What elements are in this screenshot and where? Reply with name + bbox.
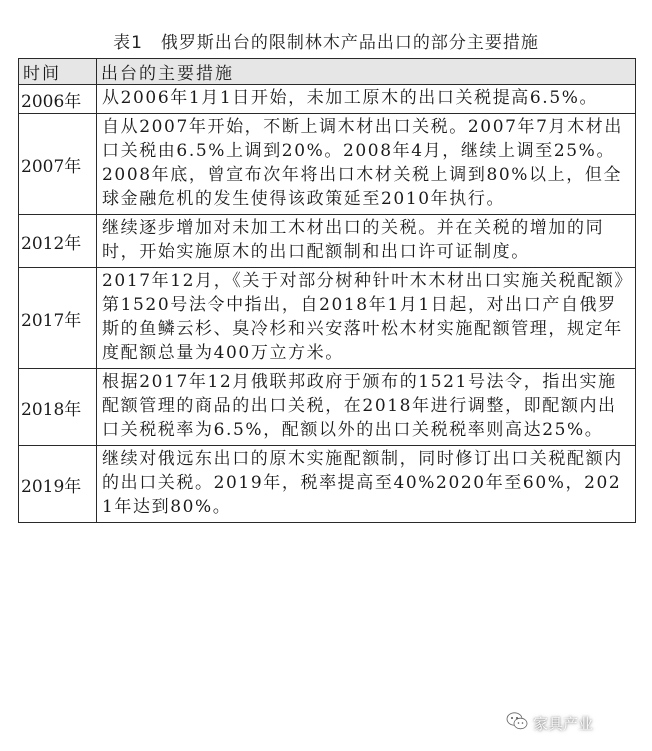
measure-paragraph: 自从2007年开始，不断上调木材出口关税。2007年7月木材出口关税由6.5%上调到20%。2008年4月，继续上调至25%。 [102, 117, 623, 161]
row-year: 2006年 [19, 85, 97, 114]
measure-paragraph: 继续对俄远东出口的原木实施配额制，同时修订出口关税配额内的出口关税。2019年，税率提高至40%2020年至60%，2021年达到80%。 [102, 449, 623, 517]
table-row [19, 268, 636, 369]
row-measures [97, 446, 636, 523]
measures-table [18, 58, 636, 523]
row-year: 2017年 [19, 268, 97, 369]
row-measures [97, 369, 636, 446]
watermark-text: 家具产业 [533, 714, 594, 733]
measure-paragraph: 根据2017年12月俄联邦政府于颁布的1521号法令，指出实施配额管理的商品的出口关税，在2018年进行调整，即配额内出口关税税率为6.5%，配额以外的出口关税税率则高达25%。 [102, 372, 617, 440]
row-measures [97, 85, 636, 114]
table-row [19, 85, 636, 114]
measure-paragraph: 从2006年1月1日开始，未加工原木的出口关税提高6.5%。 [102, 88, 599, 108]
table-row [19, 446, 636, 523]
table-row [19, 114, 636, 215]
row-year: 2018年 [19, 369, 97, 446]
row-year: 2019年 [19, 446, 97, 523]
header-year: 时间 [19, 59, 97, 85]
table-body [19, 85, 636, 523]
row-measures [97, 114, 636, 215]
measure-paragraph: 2008年底，曾宣布次年将出口木材关税上调到80%以上，但全球金融危机的发生使得该政策延至2010年执行。 [102, 165, 623, 209]
wechat-icon [506, 711, 528, 735]
row-year: 2007年 [19, 114, 97, 215]
row-measures [97, 215, 636, 268]
table-row [19, 369, 636, 446]
table-header-row [19, 59, 636, 85]
table-title: 表1 俄罗斯出台的限制林木产品出口的部分主要措施 [113, 33, 539, 53]
header-measures: 出台的主要措施 [97, 59, 636, 85]
row-year: 2012年 [19, 215, 97, 268]
row-measures [97, 268, 636, 369]
measure-paragraph: 继续逐步增加对未加工木材出口的关税。并在关税的增加的同时，开始实施原木的出口配额制和出口许可证制度。 [102, 218, 605, 262]
measure-paragraph: 2017年12月，《关于对部分树种针叶木木材出口实施关税配额》第1520号法令中指出，自2018年1月1日起，对出口产自俄罗斯的鱼鳞云杉、臭冷杉和兴安落叶松木材实施配额管理，规定年度配额总量为400万立方米。 [102, 271, 625, 363]
table-row [19, 215, 636, 268]
source-watermark [506, 711, 593, 735]
